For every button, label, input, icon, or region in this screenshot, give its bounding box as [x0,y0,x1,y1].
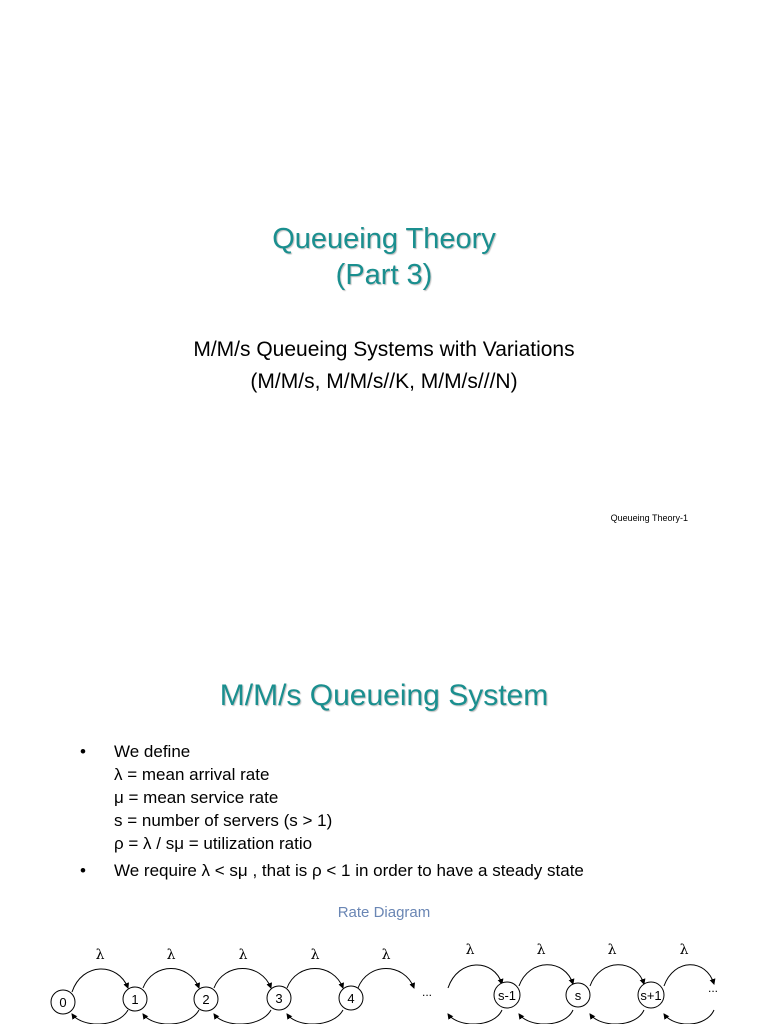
lambda-label: λ [310,947,320,963]
rate-diagram [0,930,768,1024]
lambda-label: λ [679,942,689,958]
ellipsis: ... [422,985,433,999]
arc-sminus1-s [519,965,573,986]
arc-splus1-next [664,965,714,986]
arc-4-next [358,969,414,989]
lambda-label: λ [166,947,176,963]
slide2-title: M/M/s Queueing System [219,679,549,712]
arc-splus1-s [590,1010,644,1024]
arc-1-0 [72,1010,128,1024]
slide1-title-line1: Queueing Theory [272,223,496,255]
lambda-label: λ [238,947,248,963]
state-node-s-plus-1 [638,982,664,1008]
rate-diagram-label: Rate Diagram [337,904,431,921]
state-node-2 [194,987,218,1011]
state-node-s-minus-1 [494,982,520,1008]
arc-prev-sminus1 [448,965,502,988]
definition-mu: μ = mean service rate [114,788,279,807]
lambda-label: λ [465,942,475,958]
arc-3-2 [214,1010,271,1024]
arc-s-sminus1 [519,1010,573,1024]
definition-rho: ρ = λ / sμ = utilization ratio [114,834,313,853]
arc-s-splus1 [590,965,644,986]
lambda-label: λ [381,947,391,963]
lambda-label: λ [536,942,546,958]
arc-2-3 [214,969,271,989]
state-node-1 [123,987,147,1011]
arc-3-4 [287,969,343,989]
arc-4-3 [287,1010,343,1024]
state-label: s+1 [640,988,662,1003]
slide1-footer: Queueing Theory-1 [610,513,688,523]
bullet-1 [114,740,332,855]
slide1-subtitle-line2: (M/M/s, M/M/s//K, M/M/s///N) [250,370,518,393]
state-label: s-1 [497,988,517,1003]
bullet-marker-1: • [80,742,86,761]
state-node-3 [267,986,291,1010]
lambda-label: λ [607,942,617,958]
slide1-subtitle-line1: M/M/s Queueing Systems with Variations [193,338,575,361]
bullet-2: We require λ < sμ , that is ρ < 1 in order to have a steady state [114,861,584,880]
state-label: 4 [347,991,355,1006]
state-node-4 [339,986,363,1010]
arc-0-1 [72,969,128,992]
state-label: 1 [131,992,139,1007]
arc-next-splus1 [664,1010,714,1024]
bullet-1-intro: We define [114,742,191,761]
arc-1-2 [143,969,199,989]
state-node-0 [51,990,75,1014]
state-label: 2 [202,992,210,1007]
definition-lambda: λ = mean arrival rate [114,765,270,784]
lambda-label: λ [95,947,105,963]
state-label: s [574,988,582,1003]
bullet-marker-2: • [80,861,86,880]
arc-2-1 [143,1010,199,1024]
state-label: 0 [59,995,67,1010]
definition-s: s = number of servers (s > 1) [114,811,333,830]
slide1-title-line2: (Part 3) [335,259,433,291]
ellipsis: ... [708,981,719,995]
state-node-s [566,983,590,1007]
arc-sminus1-prev [448,1010,502,1024]
state-label: 3 [275,991,283,1006]
